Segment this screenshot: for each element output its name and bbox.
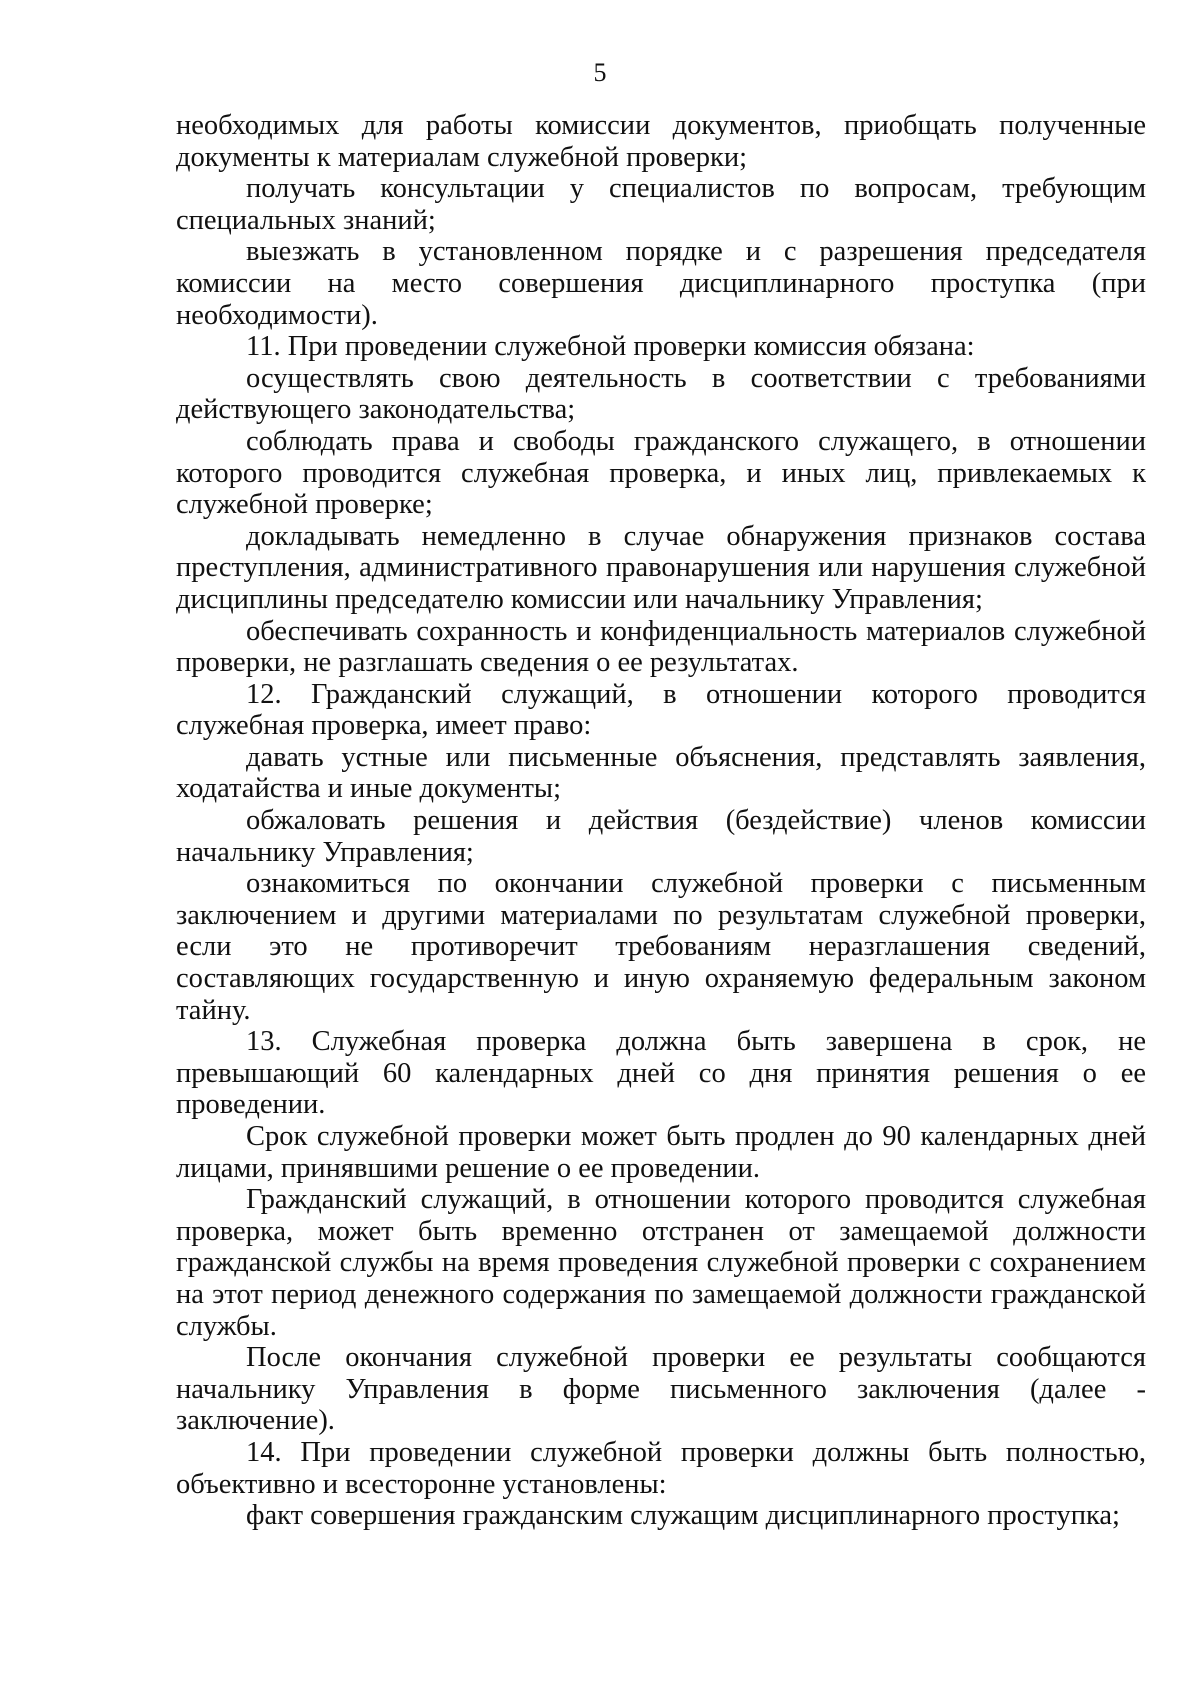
paragraph: После окончания служебной проверки ее результаты сообщаются начальнику Управления в форме письменного заключения (далее - заключение). [176, 1342, 1146, 1437]
paragraph: обеспечивать сохранность и конфиденциальность материалов служебной проверки, не разглашать сведения о ее результатах. [176, 615, 1146, 679]
paragraph: 14. При проведении служебной проверки должны быть полностью, объективно и всесторонне установлены: [176, 1436, 1146, 1500]
paragraph: необходимых для работы комиссии документов, приобщать полученные документы к материалам служебной проверки; [176, 110, 1146, 173]
paragraph: давать устные или письменные объяснения, представлять заявления, ходатайства и иные документы; [176, 741, 1146, 805]
paragraph: факт совершения гражданским служащим дисциплинарного проступка; [246, 1500, 1120, 1532]
paragraph: докладывать немедленно в случае обнаружения признаков состава преступления, административного правонарушения или нарушения служебной дисциплины председателю комиссии или начальнику Управления; [176, 520, 1146, 615]
paragraph: осуществлять свою деятельность в соответствии с требованиями действующего законодательства; [176, 362, 1146, 426]
paragraph: выезжать в установленном порядке и с разрешения председателя комиссии на место совершения дисциплинарного проступка (при необходимости). [176, 236, 1146, 331]
paragraph: обжаловать решения и действия (бездействие) членов комиссии начальнику Управления; [176, 805, 1146, 868]
paragraph: 12. Гражданский служащий, в отношении которого проводится служебная проверка, имеет право: [176, 678, 1146, 742]
paragraph: 11. При проведении служебной проверки комиссия обязана: [246, 331, 975, 363]
paragraph: получать консультации у специалистов по вопросам, требующим специальных знаний; [176, 173, 1146, 236]
paragraph: ознакомиться по окончании служебной проверки с письменным заключением и другими материалами по результатам служебной проверки, если это не противоречит требованиям неразглашения сведений, составляющих государственную и иную охраняемую федеральным законом тайну. [176, 868, 1146, 1026]
page-number: 5 [593, 58, 607, 87]
document-body [176, 110, 1146, 1532]
paragraph: 13. Служебная проверка должна быть завершена в срок, не превышающий 60 календарных дней со дня принятия решения о ее проведении. [176, 1026, 1146, 1121]
paragraph: Гражданский служащий, в отношении которого проводится служебная проверка, может быть временно отстранен от замещаемой должности гражданской службы на время проведения служебной проверки с сохранением на этот период денежного содержания по замещаемой должности гражданской службы. [176, 1184, 1146, 1342]
paragraph: соблюдать права и свободы гражданского служащего, в отношении которого проводится служебная проверка, и иных лиц, привлекаемых к служебной проверке; [176, 425, 1146, 521]
paragraph: Срок служебной проверки может быть продлен до 90 календарных дней лицами, принявшими решение о ее проведении. [176, 1121, 1146, 1184]
